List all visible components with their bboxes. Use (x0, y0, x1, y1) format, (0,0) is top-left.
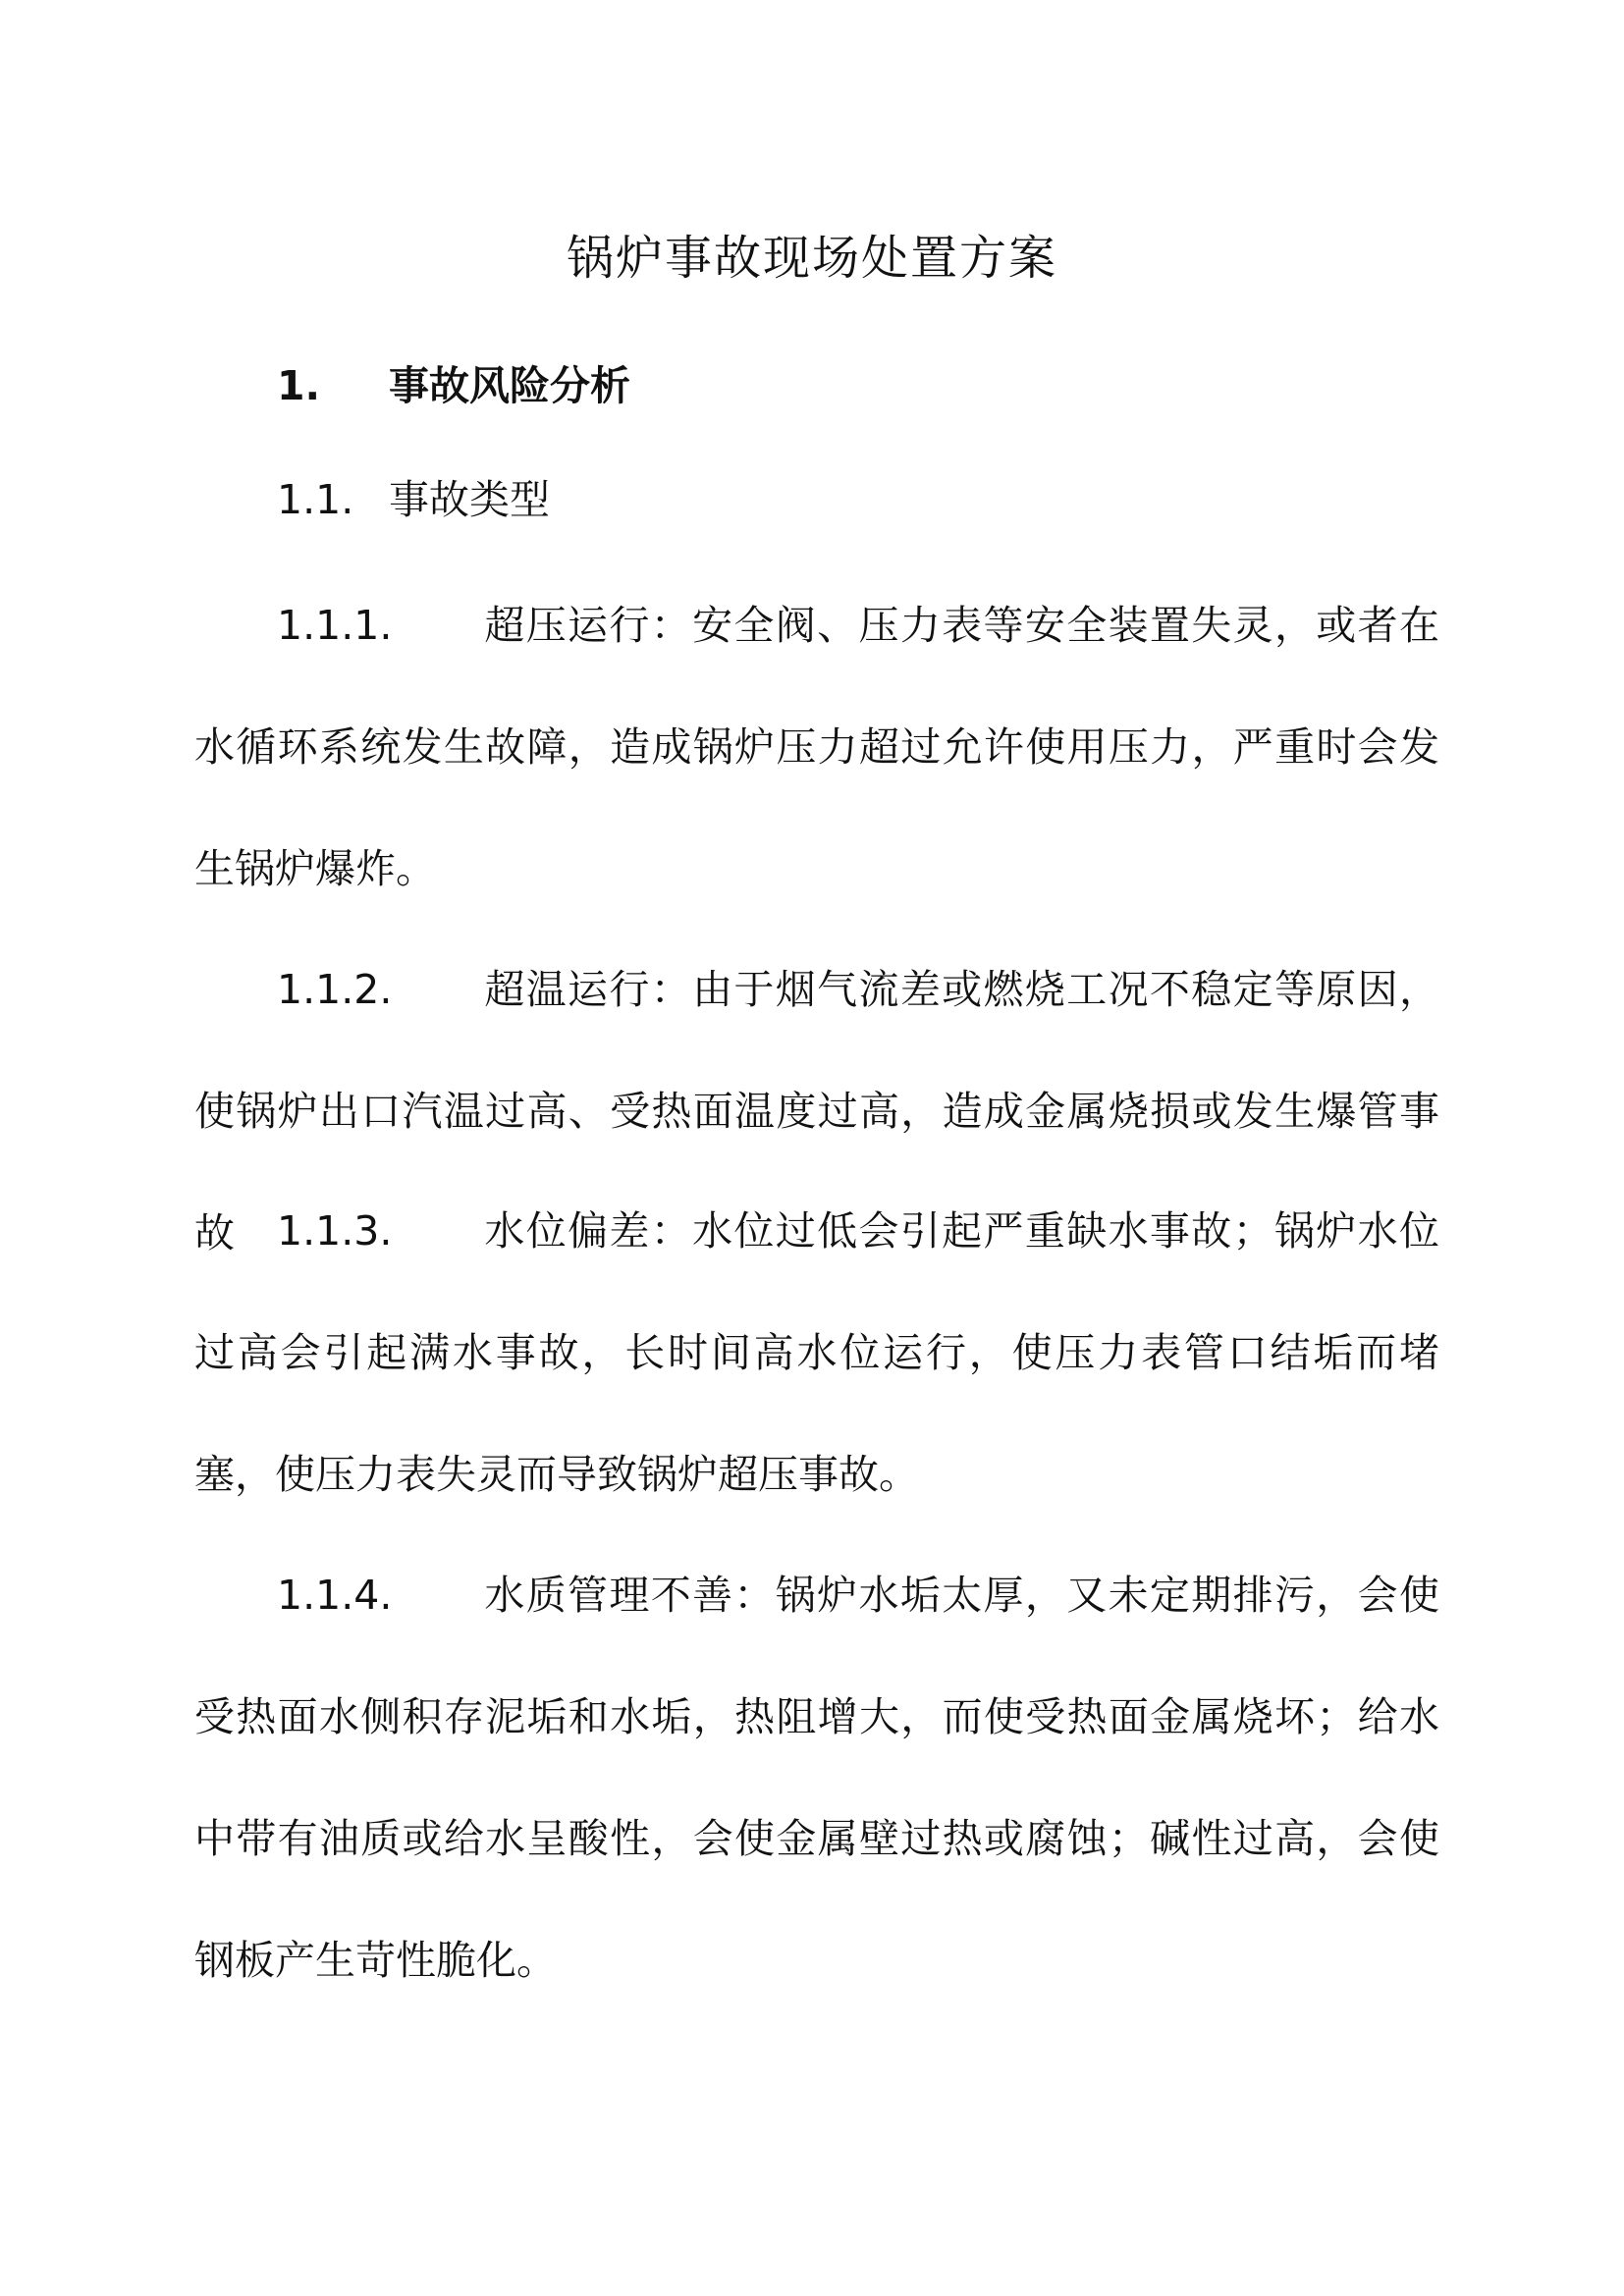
item-number: 1.1.4. (277, 1572, 393, 1619)
section-label: 事故类型 (389, 476, 550, 523)
paragraph-1-1-3 (194, 1170, 1439, 1535)
item-number: 1.1.2. (277, 966, 393, 1013)
paragraph-1-1-1 (194, 564, 1439, 930)
item-number: 1.1.3. (277, 1207, 393, 1255)
item-number: 1.1.1. (277, 602, 393, 649)
item-text: 水位偏差：水位过低会引起严重缺水事故；锅炉水位过高会引起满水事故，长时间高水位运行，使压力表管口结垢而堵塞，使压力表失灵而导致锅炉超压事故。 (194, 1207, 1439, 1498)
item-text: 超压运行：安全阀、压力表等安全装置失灵，或者在水循环系统发生故障，造成锅炉压力超过允许使用压力，严重时会发生锅炉爆炸。 (194, 602, 1439, 892)
document-title: 锅炉事故现场处置方案 (566, 231, 1057, 286)
section-label: 事故风险分析 (389, 362, 630, 409)
item-text: 超温运行：由于烟气流差或燃烧工况不稳定等原因，使锅炉出口汽温过高、受热面温度过高，造成金属烧损或发生爆管事故 (194, 966, 1439, 1256)
section-number: 1. (277, 362, 321, 409)
section-heading-1-1 (277, 465, 550, 534)
item-text: 水质管理不善：锅炉水垢太厚，又未定期排污，会使受热面水侧积存泥垢和水垢，热阻增大，而使受热面金属烧坏；给水中带有油质或给水呈酸性，会使金属壁过热或腐蚀；碱性过高，会使钢板产生苛性脆化。 (194, 1572, 1439, 1984)
paragraph-1-1-4 (194, 1534, 1439, 2021)
section-heading-1 (277, 351, 630, 420)
section-number: 1.1. (277, 476, 354, 523)
